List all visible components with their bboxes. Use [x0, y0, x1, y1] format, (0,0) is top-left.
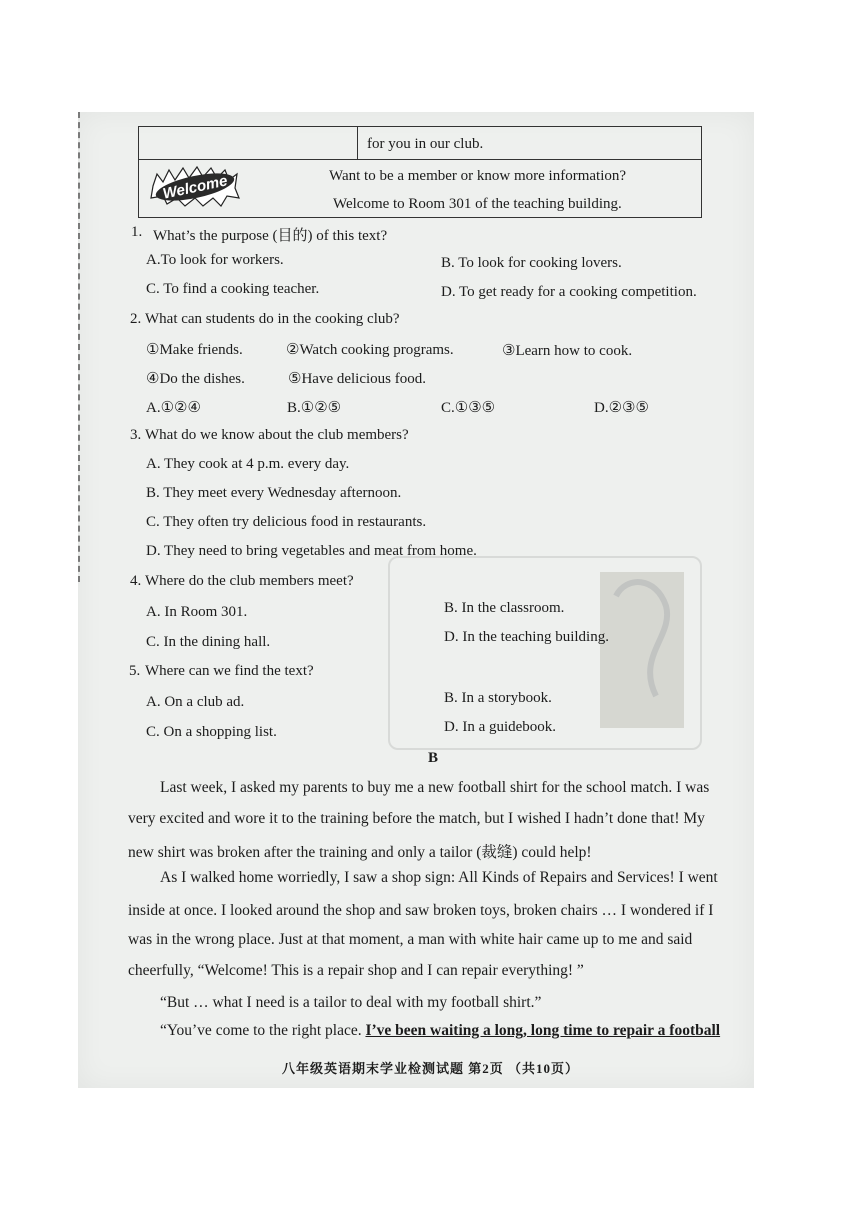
club-ad-top-cell: for you in our club.: [367, 136, 484, 152]
passage-line-1: Last week, I asked my parents to buy me a new football shirt for the school match. I was: [160, 779, 710, 796]
question-3-option-a: A. They cook at 4 p.m. every day.: [146, 456, 350, 472]
question-2-option-b: B.①②⑤: [287, 400, 342, 416]
question-2-item-2: ②Watch cooking programs.: [286, 342, 454, 358]
question-2-item-3: ③Learn how to cook.: [502, 343, 633, 359]
question-2-number: 2.: [130, 311, 142, 327]
passage-line-9: [160, 1022, 720, 1040]
question-3-text: What do we know about the club members?: [145, 427, 409, 443]
table-divider: [357, 127, 358, 159]
question-4-number: 4.: [130, 573, 142, 589]
question-3-option-b: B. They meet every Wednesday afternoon.: [146, 485, 402, 501]
question-1-option-a: A.To look for workers.: [146, 252, 284, 268]
question-4-option-b: B. In the classroom.: [444, 600, 565, 616]
welcome-badge-icon: [147, 164, 243, 208]
question-2-item-5: ⑤Have delicious food.: [288, 371, 426, 387]
question-2-option-c: C.①③⑤: [441, 400, 496, 416]
club-ad-bottom-row: [139, 160, 701, 216]
question-2-item-1: ①Make friends.: [146, 342, 243, 358]
passage-line-7: cheerfully, “Welcome! This is a repair shop and I can repair everything! ”: [128, 962, 584, 979]
welcome-badge-text: Welcome: [161, 172, 229, 203]
question-3-option-c: C. They often try delicious food in restaurants.: [146, 514, 427, 530]
question-3-option-d: D. They need to bring vegetables and meat from home.: [146, 543, 477, 559]
question-1-option-d: D. To get ready for a cooking competition.: [441, 284, 697, 300]
question-5-option-b: B. In a storybook.: [444, 690, 552, 706]
passage-line-6: was in the wrong place. Just at that moment, a man with white hair came up to me and said: [128, 931, 693, 948]
passage-underlined-sentence: I’ve been waiting a long, long time to repair a football: [365, 1022, 721, 1039]
question-5-option-a: A. On a club ad.: [146, 694, 245, 710]
question-5-option-d: D. In a guidebook.: [444, 719, 557, 735]
passage-line-2: very excited and wore it to the training before the match, but I wished I hadn’t done that! My: [128, 810, 705, 827]
bleed-through-illustration: [596, 566, 688, 734]
passage-line-8: “But … what I need is a tailor to deal with my football shirt.”: [160, 994, 542, 1011]
page-footer: 八年级英语期末学业检测试题 第2页 （共10页）: [282, 1061, 580, 1076]
question-4-option-d: D. In the teaching building.: [444, 629, 609, 645]
question-4-text: Where do the club members meet?: [145, 573, 354, 589]
question-2-option-a: A.①②④: [146, 400, 201, 416]
question-5-option-c: C. On a shopping list.: [146, 724, 277, 740]
question-2-text: What can students do in the cooking club?: [145, 311, 400, 327]
question-4-option-c: C. In the dining hall.: [146, 634, 271, 650]
passage-line-3: new shirt was broken after the training and only a tailor (裁缝) could help!: [128, 844, 592, 861]
club-ad-line-2: Welcome to Room 301 of the teaching building.: [333, 196, 622, 212]
passage-line-5: inside at once. I looked around the shop and saw broken toys, broken chairs … I wondered if I: [128, 902, 714, 919]
question-2-option-d: D.②③⑤: [594, 400, 649, 416]
section-b-heading: B: [428, 750, 439, 766]
question-5-text: Where can we find the text?: [145, 663, 314, 679]
club-ad-table: [138, 126, 702, 218]
question-1-text: What’s the purpose (目的) of this text?: [153, 228, 388, 244]
question-2-item-4: ④Do the dishes.: [146, 371, 245, 387]
question-4-option-a: A. In Room 301.: [146, 604, 248, 620]
club-ad-line-1: Want to be a member or know more information?: [329, 168, 627, 184]
binding-edge: [78, 112, 85, 582]
passage-line-4: As I walked home worriedly, I saw a shop sign: All Kinds of Repairs and Services! I went: [160, 869, 718, 886]
question-1-number: 1.: [131, 224, 143, 240]
question-5-number: 5.: [129, 663, 141, 679]
question-1-option-c: C. To find a cooking teacher.: [146, 281, 320, 297]
question-3-number: 3.: [130, 427, 142, 443]
passage-line-9-prefix: “You’ve come to the right place.: [160, 1022, 366, 1039]
club-ad-top-row: [139, 127, 701, 160]
question-1-option-b: B. To look for cooking lovers.: [441, 255, 622, 271]
